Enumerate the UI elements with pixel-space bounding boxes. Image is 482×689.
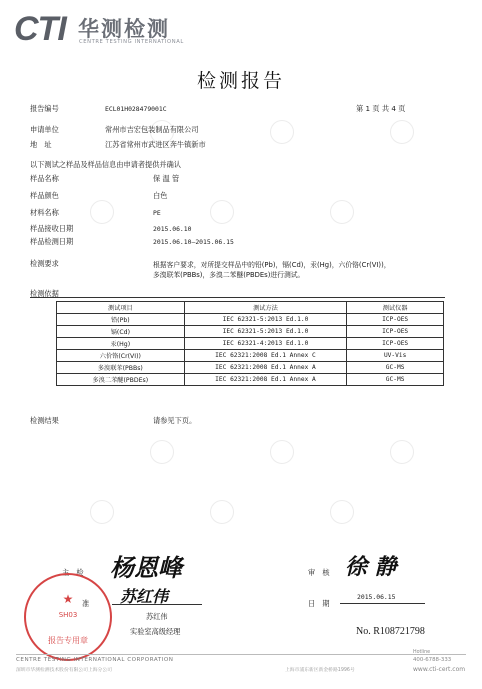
cti-logo: CTI [14,10,66,48]
requirement-line-2: 多溴联苯(PBBs)，多溴二苯醚(PBDEs)进行测试。 [153,271,305,279]
footer-address: 上海市浦东新区新金桥路1996号 [285,668,355,673]
test-item: 多溴二苯醚(PBDEs) [57,374,185,386]
test-instrument: GC-MS [347,374,444,386]
test-date-label: 样品检测日期 [30,237,74,246]
table-header: 测试方法 [184,302,347,314]
stamp-text: 报告专用章 [48,636,88,645]
test-method: IEC 62321-5:2013 Ed.1.0 [184,314,347,326]
footer-divider [16,654,466,655]
test-item: 多溴联苯(PBBs) [57,362,185,374]
footer-company-cn: 深圳市华测检测技术股份有限公司上海分公司 [16,668,112,673]
requirement-line-1: 根据客户要求，对所提交样品中的铅(Pb)，镉(Cd)，汞(Hg)，六价铬(Cr(VI))， [153,261,391,269]
footer-company-en: CENTRE TESTING INTERNATIONAL CORPORATION [16,657,174,663]
test-instrument: ICP-OES [347,338,444,350]
result-value: 请参见下页。 [153,416,197,425]
test-method: IEC 62321-5:2013 Ed.1.0 [184,326,347,338]
material-label: 材料名称 [30,208,59,217]
test-instrument: UV-Vis [347,350,444,362]
test-method: IEC 62321-4:2013 Ed.1.0 [184,338,347,350]
report-number: ECL01H028479001C [105,105,167,113]
logo-cn-name: 华测检测 [78,17,170,41]
material: PE [153,209,161,217]
approver-signature: 苏红伟 [120,587,169,606]
approver-line [112,604,202,605]
date-label: 日 期 [308,599,330,608]
date-line [340,603,425,604]
test-item: 铅(Pb) [57,314,185,326]
inspector-signature: 杨恩峰 [110,553,182,582]
hotline-number: 400-6788-333 [413,657,452,663]
table-row [57,326,444,338]
hotline-label: Hotline [413,650,431,655]
applicant-unit: 常州市吉宏包装制品有限公司 [105,125,199,134]
website-link[interactable]: www.cti-cert.com [413,666,466,673]
table-row [57,350,444,362]
page-indicator: 第 1 页 共 4 页 [356,104,406,113]
inspector-label: 主 检 [62,568,84,577]
test-item: 汞(Hg) [57,338,185,350]
sign-date: 2015.06.15 [357,593,396,601]
receive-date: 2015.06.10 [153,225,192,233]
stamp-star-icon: ★ [62,592,74,606]
table-row [57,338,444,350]
approver-name: 苏红伟 [146,612,168,621]
receive-date-label: 样品接收日期 [30,224,74,233]
reviewer-signature: 徐 静 [345,554,397,580]
sample-name: 保 温 管 [153,174,180,183]
report-number-label: 报告编号 [30,104,59,113]
table-row [57,314,444,326]
applicant-address-label: 地 址 [30,140,52,149]
table-header: 测试仪器 [347,302,444,314]
sample-color-label: 样品颜色 [30,191,59,200]
test-method-table [56,301,444,386]
test-method: IEC 62321:2008 Ed.1 Annex A [184,362,347,374]
serial-number: No. R108721798 [356,626,425,637]
company-stamp [24,573,112,661]
result-label: 检测结果 [30,416,59,425]
table-header: 测试项目 [57,302,185,314]
basis-label: 检测依据 [30,289,59,298]
sample-color: 白色 [153,191,168,200]
info-note: 以下测试之样品及样品信息由申请者提供并确认 [30,160,181,169]
table-row [57,374,444,386]
report-title: 检测报告 [196,70,285,92]
requirement-label: 检测要求 [30,259,59,268]
applicant-unit-label: 申请单位 [30,125,59,134]
approver-label: 准 [82,599,90,608]
test-instrument: ICP-OES [347,314,444,326]
logo-en-name: CENTRE TESTING INTERNATIONAL [79,39,184,45]
stamp-code: SH03 [58,611,78,619]
test-item: 六价铬(Cr(VI)) [57,350,185,362]
reviewer-label: 审 核 [308,568,330,577]
approver-title: 实验室高级经理 [130,627,181,636]
table-row [57,362,444,374]
test-instrument: ICP-OES [347,326,444,338]
table-header-row [57,302,444,314]
test-item: 镉(Cd) [57,326,185,338]
test-instrument: GC-MS [347,362,444,374]
test-method: IEC 62321:2008 Ed.1 Annex C [184,350,347,362]
test-method: IEC 62321:2008 Ed.1 Annex A [184,374,347,386]
applicant-address: 江苏省常州市武进区奔牛镇新市 [105,140,206,149]
test-date: 2015.06.10—2015.06.15 [153,238,234,246]
sample-name-label: 样品名称 [30,174,59,183]
basis-divider [30,297,445,298]
